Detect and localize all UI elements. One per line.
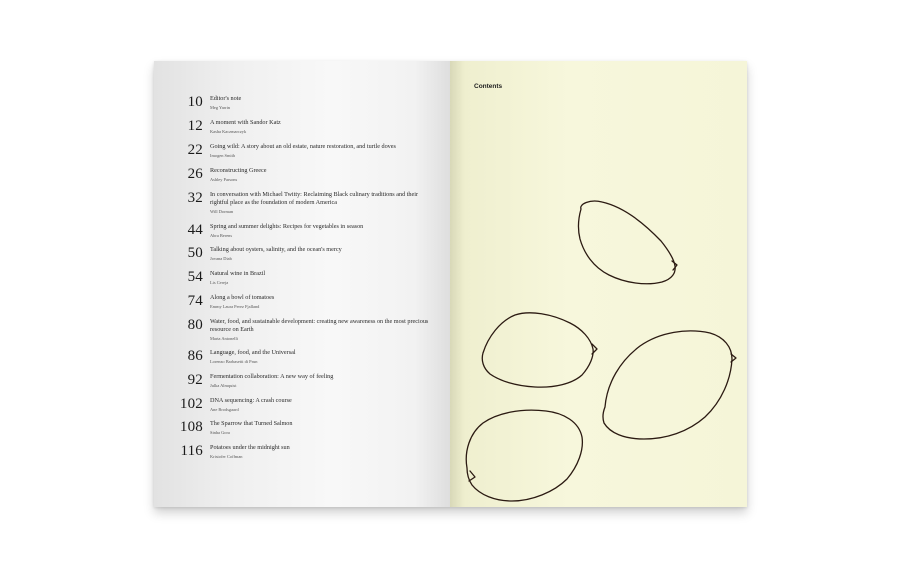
toc-title: Talking about oysters, salinity, and the ocean's mercy <box>210 246 342 253</box>
toc-author: Kasha Kaczmarczyk <box>210 129 247 134</box>
toc-title: Editor's note <box>210 95 242 102</box>
toc-page-number: 74 <box>187 293 203 309</box>
page-title: Contents <box>474 83 503 90</box>
toc-page-number: 12 <box>187 118 203 134</box>
toc-page-number: 102 <box>179 396 203 412</box>
toc-page-number: 108 <box>179 419 203 435</box>
toc-title: Going wild: A story about an old estate, nature restoration, and turtle doves <box>210 143 396 150</box>
toc-page-number: 44 <box>187 222 203 238</box>
toc-title: Natural wine in Brazil <box>210 270 266 277</box>
lemon-drawing-3 <box>603 331 732 439</box>
toc-page-number: 54 <box>187 269 203 285</box>
toc-author: Marta Antonelli <box>210 336 238 341</box>
toc-author: Jovana Diab <box>210 256 232 261</box>
toc-author: Kristofer Coffman <box>210 454 243 459</box>
toc-page-number: 26 <box>187 166 203 182</box>
toc-page-number: 86 <box>187 348 203 364</box>
right-page <box>450 61 747 507</box>
toc-title: A moment with Sandor Katz <box>210 119 281 126</box>
toc-title: Water, food, and sustainable development: creating new awareness on the most precious resource on Earth <box>210 318 429 333</box>
toc-page-number: 92 <box>187 372 203 388</box>
toc-author: Meg Yarrin <box>210 105 231 110</box>
toc-author: Will Dorman <box>210 209 234 214</box>
toc-author: Lorenzo Barbasetti di Prun <box>210 359 258 364</box>
toc-title: The Sparrow that Turned Salmon <box>210 420 293 427</box>
toc-author: Lis Cereja <box>210 280 229 285</box>
toc-page-number: 80 <box>187 317 203 333</box>
magazine-spread <box>154 61 747 507</box>
lemon-illustration <box>450 61 747 507</box>
toc-author: Imogen Smith <box>210 153 236 158</box>
toc-title: Language, food, and the Universal <box>210 349 296 356</box>
toc-title: DNA sequencing: A crash course <box>210 397 292 404</box>
toc-author: Julka Almquist <box>210 383 237 388</box>
toc-title: Potatoes under the midnight sun <box>210 444 290 451</box>
toc-author: Ashley Parsons <box>210 177 238 182</box>
toc-author: Ane Brodsgaard <box>210 407 239 412</box>
toc-author: Abra Berens <box>210 233 233 238</box>
toc-page-number: 32 <box>187 190 203 206</box>
lemon-drawing-4-tip <box>469 471 475 481</box>
toc-title: Along a bowl of tomatoes <box>210 294 275 301</box>
toc-page-number: 116 <box>180 443 203 459</box>
toc-page-number: 50 <box>187 245 203 261</box>
lemon-drawing-4 <box>466 410 582 501</box>
toc-title: Spring and summer delights: Recipes for vegetables in season <box>210 223 364 230</box>
left-page <box>154 61 450 507</box>
toc-page-number: 10 <box>187 94 203 110</box>
toc-author: Sinha Gora <box>210 430 230 435</box>
toc-title: In conversation with Michael Twitty: Reclaiming Black culinary traditions and their rightful place as the foundation of modern America <box>210 191 419 206</box>
toc-author: Emmy Laura Perez Fjalland <box>210 304 260 309</box>
lemon-drawing-1 <box>578 201 675 284</box>
toc-title: Fermentation collaboration: A new way of feeling <box>210 373 334 380</box>
toc-page-number: 22 <box>187 142 203 158</box>
lemon-drawing-2 <box>482 313 593 387</box>
toc-title: Reconstructing Greece <box>210 167 267 174</box>
